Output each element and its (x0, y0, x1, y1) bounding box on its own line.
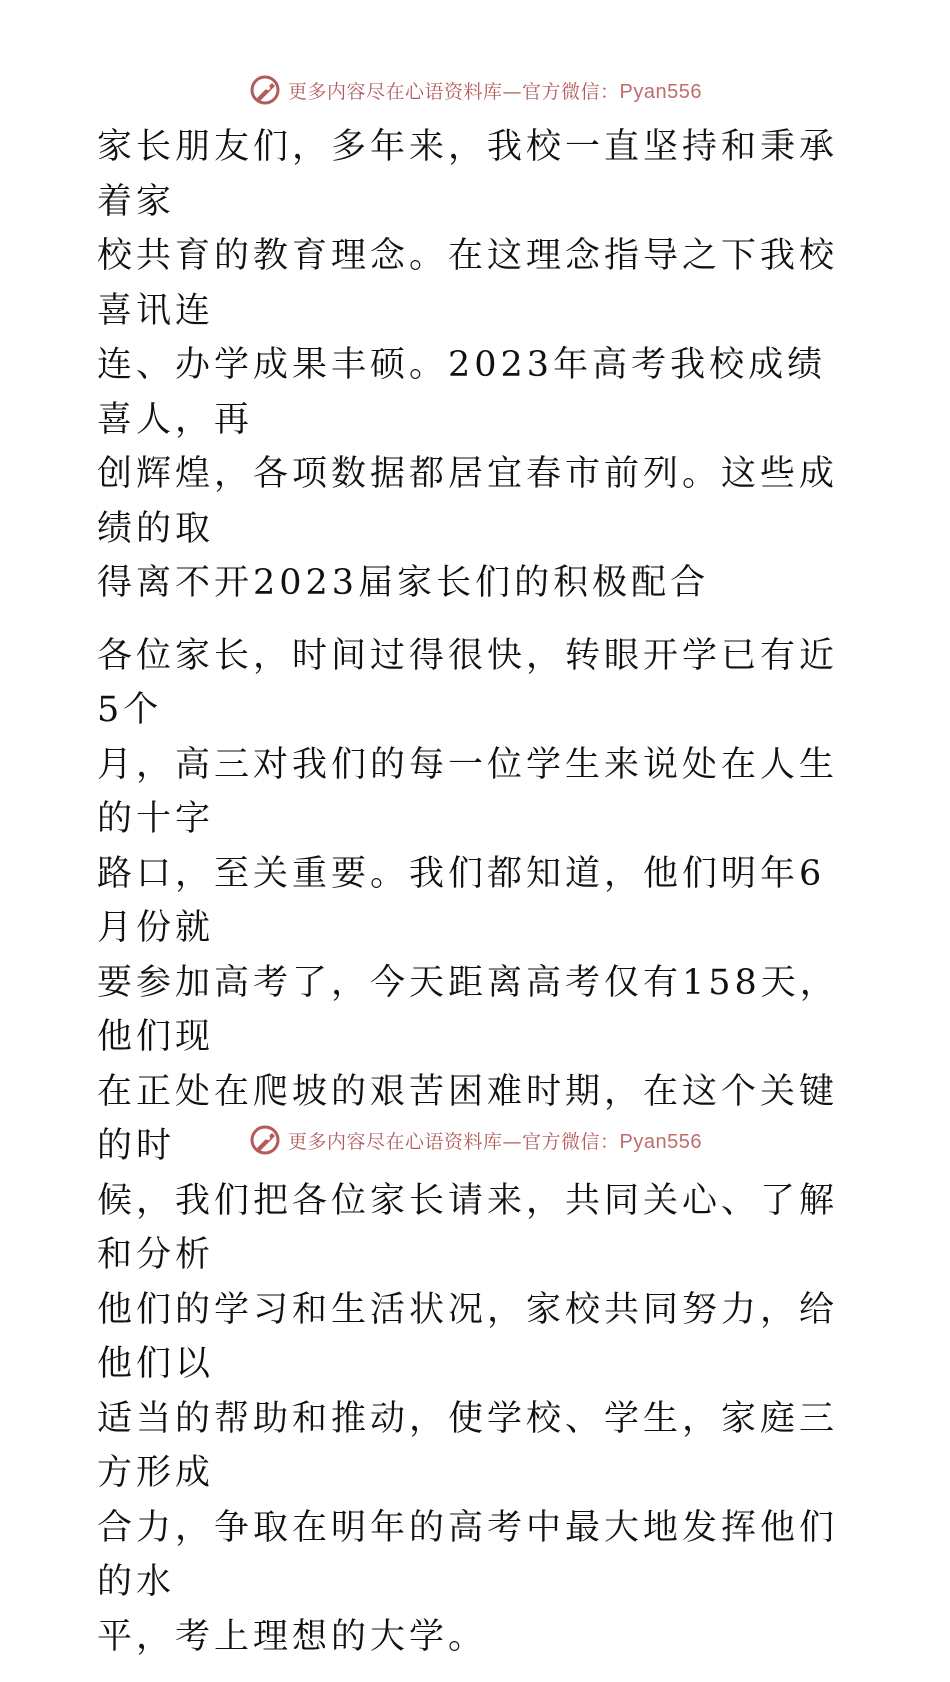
footer-banner-text (288, 1127, 702, 1154)
pen-circle-logo-icon (248, 1123, 282, 1157)
paragraph-2: 各位家长，时间过得很快，转眼开学已有近5个 月，高三对我们的每一位学生来说处在人生的十字 路口，至关重要。我们都知道，他们明年6月份就 要参加高考了，今天距离高考仅有158天，他们现 在正处在爬坡的艰苦困难时期，在这个关键的时 候，我们把各位家长请来，共同关心、了解和分析 他们的学习和生活状况，家校共同努力，给他们以 适当的帮助和推动，使学校、学生，家庭三方形成 合力，争取在明年的高考中最大地发挥他们的水 平，考上理想的大学。 (97, 635, 839, 1657)
footer-banner-label: 更多内容尽在心语资料库—官方微信： (288, 1130, 620, 1153)
pen-circle-logo-icon (248, 73, 282, 107)
document-body (97, 120, 857, 1682)
paragraph-1: 家长朋友们，多年来，我校一直坚持和秉承着家 校共育的教育理念。在这理念指导之下我校喜讯连 连、办学成果丰硕。2023年高考我校成绩喜人，再 创辉煌，各项数据都居宜春市前列。这些成绩的取 得离不开2023届家长们的积极配合 (97, 127, 839, 603)
header-banner (0, 70, 950, 110)
header-banner-text (288, 77, 702, 104)
header-banner-handle: Pyan556 (619, 80, 702, 103)
header-banner-label: 更多内容尽在心语资料库—官方微信： (288, 80, 620, 103)
footer-banner (0, 1120, 950, 1160)
footer-banner-handle: Pyan556 (619, 1130, 702, 1153)
